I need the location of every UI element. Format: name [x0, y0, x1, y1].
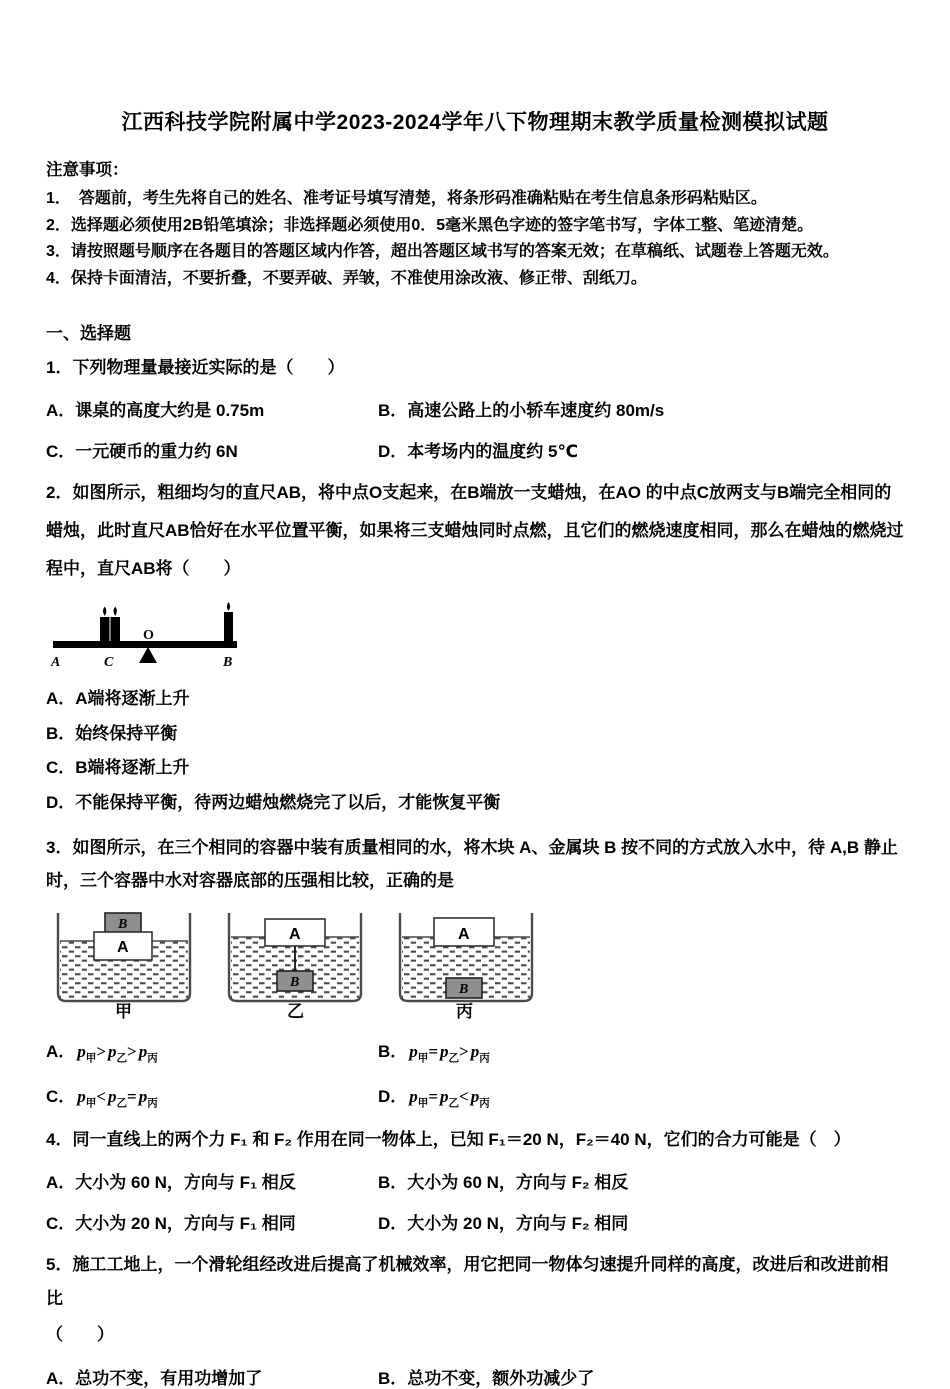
q3-option-a: [46, 1037, 378, 1065]
question-2: [46, 474, 904, 821]
q1-options: [46, 396, 904, 462]
question-1: [46, 354, 904, 462]
q4-option-c: C．大小为 20 N，方向与 F₁ 相同: [46, 1214, 296, 1234]
lever-label-o: O: [143, 627, 154, 643]
notice-section: [46, 156, 904, 293]
lever-diagram: [48, 599, 248, 676]
notice-item-1: 1． 答题前，考生先将自己的姓名、准考证号填写清楚，将条形码准确粘贴在考生信息条形码粘贴区。: [46, 190, 767, 207]
container-yi-diagram: [219, 909, 374, 1019]
q5-options: [46, 1364, 904, 1389]
q4-option-b: B．大小为 60 N，方向与 F₂ 相反: [378, 1173, 629, 1193]
q3-option-d: [378, 1082, 904, 1110]
lever-label-a: A: [51, 654, 61, 670]
q4-options: [46, 1168, 904, 1234]
q3-option-a-formula: $p_甲> p_乙> p_丙$: [77, 1042, 158, 1065]
notice-item-2: 2．选择题必须使用2B铅笔填涂；非选择题必须使用0．5毫米黑色字迹的签字笔书写，字体工整、笔迹清楚。: [46, 216, 814, 234]
block-b-bing-label: B: [459, 982, 469, 998]
container-jia-label: 甲: [115, 1002, 132, 1020]
q3-option-d-formula: $p_甲= p_乙< p_丙$: [409, 1086, 490, 1110]
fulcrum-icon: [139, 647, 157, 663]
q3-option-b-label: B．: [378, 1042, 408, 1062]
q3-option-c-label: C．: [46, 1086, 76, 1106]
question-3: [46, 831, 904, 1110]
q3-option-c-formula: $p_甲< p_乙= p_丙$: [77, 1086, 158, 1110]
q2-options: [46, 682, 904, 821]
container-yi-label: 乙: [287, 1002, 304, 1020]
block-a-yi-label: A: [289, 926, 301, 944]
container-jia-diagram: [48, 909, 203, 1019]
question-4: [46, 1126, 904, 1234]
containers-diagram: [48, 909, 904, 1019]
page-title: 江西科技学院附属中学2023-2024学年八下物理期末教学质量检测模拟试题: [121, 111, 829, 134]
block-b-yi-label: B: [290, 975, 300, 991]
notice-item-4: 4．保持卡面清洁，不要折叠，不要弄破、弄皱，不准使用涂改液、修正带、刮纸刀。: [46, 270, 647, 288]
q5-stem-bracket: （ ）: [46, 1325, 114, 1345]
q3-option-d-label: D．: [378, 1086, 408, 1106]
q5-stem: 5．施工工地上，一个滑轮组经改进后提高了机械效率，用它把同一物体匀速提升同样的高度，改进后和改进前相比: [46, 1255, 889, 1309]
q4-option-d: D．大小为 20 N，方向与 F₂ 相同: [378, 1214, 629, 1234]
container-bing-label: 丙: [456, 1002, 473, 1020]
q2-option-d: D．不能保持平衡，待两边蜡烛燃烧完了以后，才能恢复平衡: [46, 793, 501, 813]
block-b-jia-label: B: [118, 917, 128, 933]
question-5: [46, 1248, 904, 1388]
q4-option-a: A．大小为 60 N，方向与 F₁ 相反: [46, 1173, 296, 1193]
lever-label-b: B: [223, 654, 233, 670]
notice-item-3: 3．请按照题号顺序在各题目的答题区域内作答，超出答题区域书写的答案无效；在草稿纸、试题卷上答题无效。: [46, 243, 839, 261]
q3-stem: 3．如图所示，在三个相同的容器中装有质量相同的水，将木块 A、金属块 B 按不同的方式放入水中，待 A,B 静止时，三个容器中水对容器底部的压强相比较，正确的是: [46, 838, 898, 891]
q1-option-c: C．一元硬币的重力约 6N: [46, 441, 238, 461]
q3-option-a-label: A．: [46, 1042, 76, 1062]
container-bing-diagram: [390, 909, 545, 1019]
q3-option-c: [46, 1082, 378, 1110]
block-a-jia-label: A: [117, 939, 129, 957]
block-a-bing-label: A: [458, 926, 470, 944]
q1-option-d: D．本考场内的温度约 5℃: [378, 441, 579, 461]
q4-stem: 4．同一直线上的两个力 F₁ 和 F₂ 作用在同一物体上，已知 F₁＝20 N，F₂＝40 N，它们的合力可能是（ ）: [46, 1130, 851, 1150]
q1-stem: 1．下列物理量最接近实际的是（ ）: [46, 357, 345, 377]
section-heading-choice: 一、选择题: [46, 323, 131, 343]
q3-option-b-formula: $p_甲= p_乙> p_丙$: [409, 1042, 490, 1065]
lever-label-c: C: [104, 654, 114, 670]
q2-option-a: A．A端将逐渐上升: [46, 688, 190, 708]
q2-option-b: B．始终保持平衡: [46, 723, 178, 743]
q2-option-c: C．B端将逐渐上升: [46, 758, 190, 778]
notice-heading: 注意事项：: [46, 161, 129, 179]
q1-option-a: A．课桌的高度大约是 0.75m: [46, 400, 265, 420]
q1-option-b: B．高速公路上的小轿车速度约 80m/s: [378, 400, 665, 420]
q3-option-b: [378, 1037, 904, 1065]
q2-stem: 2．如图所示，粗细均匀的直尺AB，将中点O支起来，在B端放一支蜡烛，在AO 的中点C放两支与B端完全相同的蜡烛，此时直尺AB恰好在水平位置平衡，如果将三支蜡烛同时点燃，且它们的燃烧速度相同，那么在蜡烛的燃烧过程中，直尺AB将（ ）: [46, 482, 904, 579]
candles-at-c-icon: [100, 606, 120, 641]
q3-options: [46, 1037, 904, 1110]
q5-option-a: A．总功不变，有用功增加了: [46, 1368, 263, 1388]
candle-at-b-icon: [224, 602, 233, 641]
q5-option-b: B．总功不变，额外功减少了: [378, 1368, 595, 1388]
